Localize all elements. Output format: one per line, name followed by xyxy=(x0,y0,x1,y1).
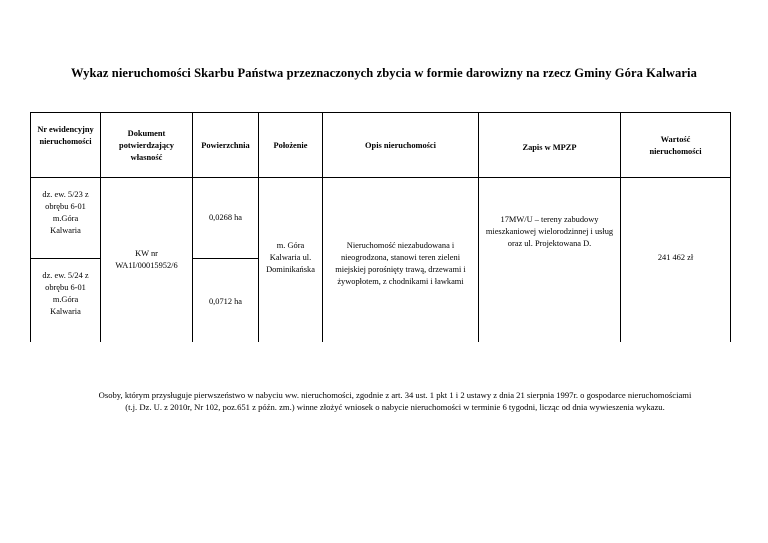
header-polozenie: Położenie xyxy=(273,141,308,150)
opis-value: Nieruchomość niezabudowana i nieogrodzona, stanowi teren zieleni miejskiej porośnięty trawą, drzewami i żywopłotem, z chodnikami i ławkami xyxy=(335,241,466,286)
table-top-border xyxy=(30,112,730,113)
row1-powierzchnia: 0,0268 ha xyxy=(208,213,243,222)
row2-powierzchnia: 0,0712 ha xyxy=(208,297,243,306)
header-wartosc: Wartość nieruchomości xyxy=(649,135,702,156)
header-opis: Opis nieruchomości xyxy=(365,141,436,150)
footer-note: Osoby, którym przysługuje pierwszeństwo w nabyciu ww. nieruchomości, zgodnie z art. 34 ust. 1 pkt 1 i 2 ustawy z dnia 21 sierpnia 1997r. o gospodarce nieruchomościami (t.j. Dz. U. z 2010r, Nr 102, poz.651 z późn. zm.) winne złożyć wniosek o nabycie nieruchomości w terminie 6 tygodni, licząc od dnia wywieszenia wykazu. xyxy=(98,390,692,412)
header-dokument: Dokument potwierdzający własność xyxy=(119,129,174,162)
wartosc-value: 241 462 zł xyxy=(657,253,694,262)
header-powierzchnia: Powierzchnia xyxy=(201,141,250,150)
document-title: Wykaz nieruchomości Skarbu Państwa przeznaczonych zbycia w formie darowizny na rzecz Gminy Góra Kalwaria xyxy=(71,66,697,80)
row2-nr-ewidencyjny: dz. ew. 5/24 z obrębu 6-01 m.Góra Kalwaria xyxy=(42,271,89,316)
dokument-value: KW nr WA1I/00015952/6 xyxy=(115,249,178,270)
row-divider-powierzchnia xyxy=(192,258,258,259)
zapis-value: 17MW/U – tereny zabudowy mieszkaniowej wielorodzinnej i usług oraz ul. Projektowana D. xyxy=(485,215,614,248)
polozenie-value: m. Góra Kalwaria ul. Dominikańska xyxy=(266,241,315,274)
header-zapis: Zapis w MPZP xyxy=(522,143,577,152)
row1-nr-ewidencyjny: dz. ew. 5/23 z obrębu 6-01 m.Góra Kalwaria xyxy=(42,190,89,235)
header-bottom-border xyxy=(30,177,730,178)
row-divider-nr xyxy=(30,258,100,259)
header-nr-ewidencyjny: Nr ewidencyjny nieruchomości xyxy=(37,125,94,146)
